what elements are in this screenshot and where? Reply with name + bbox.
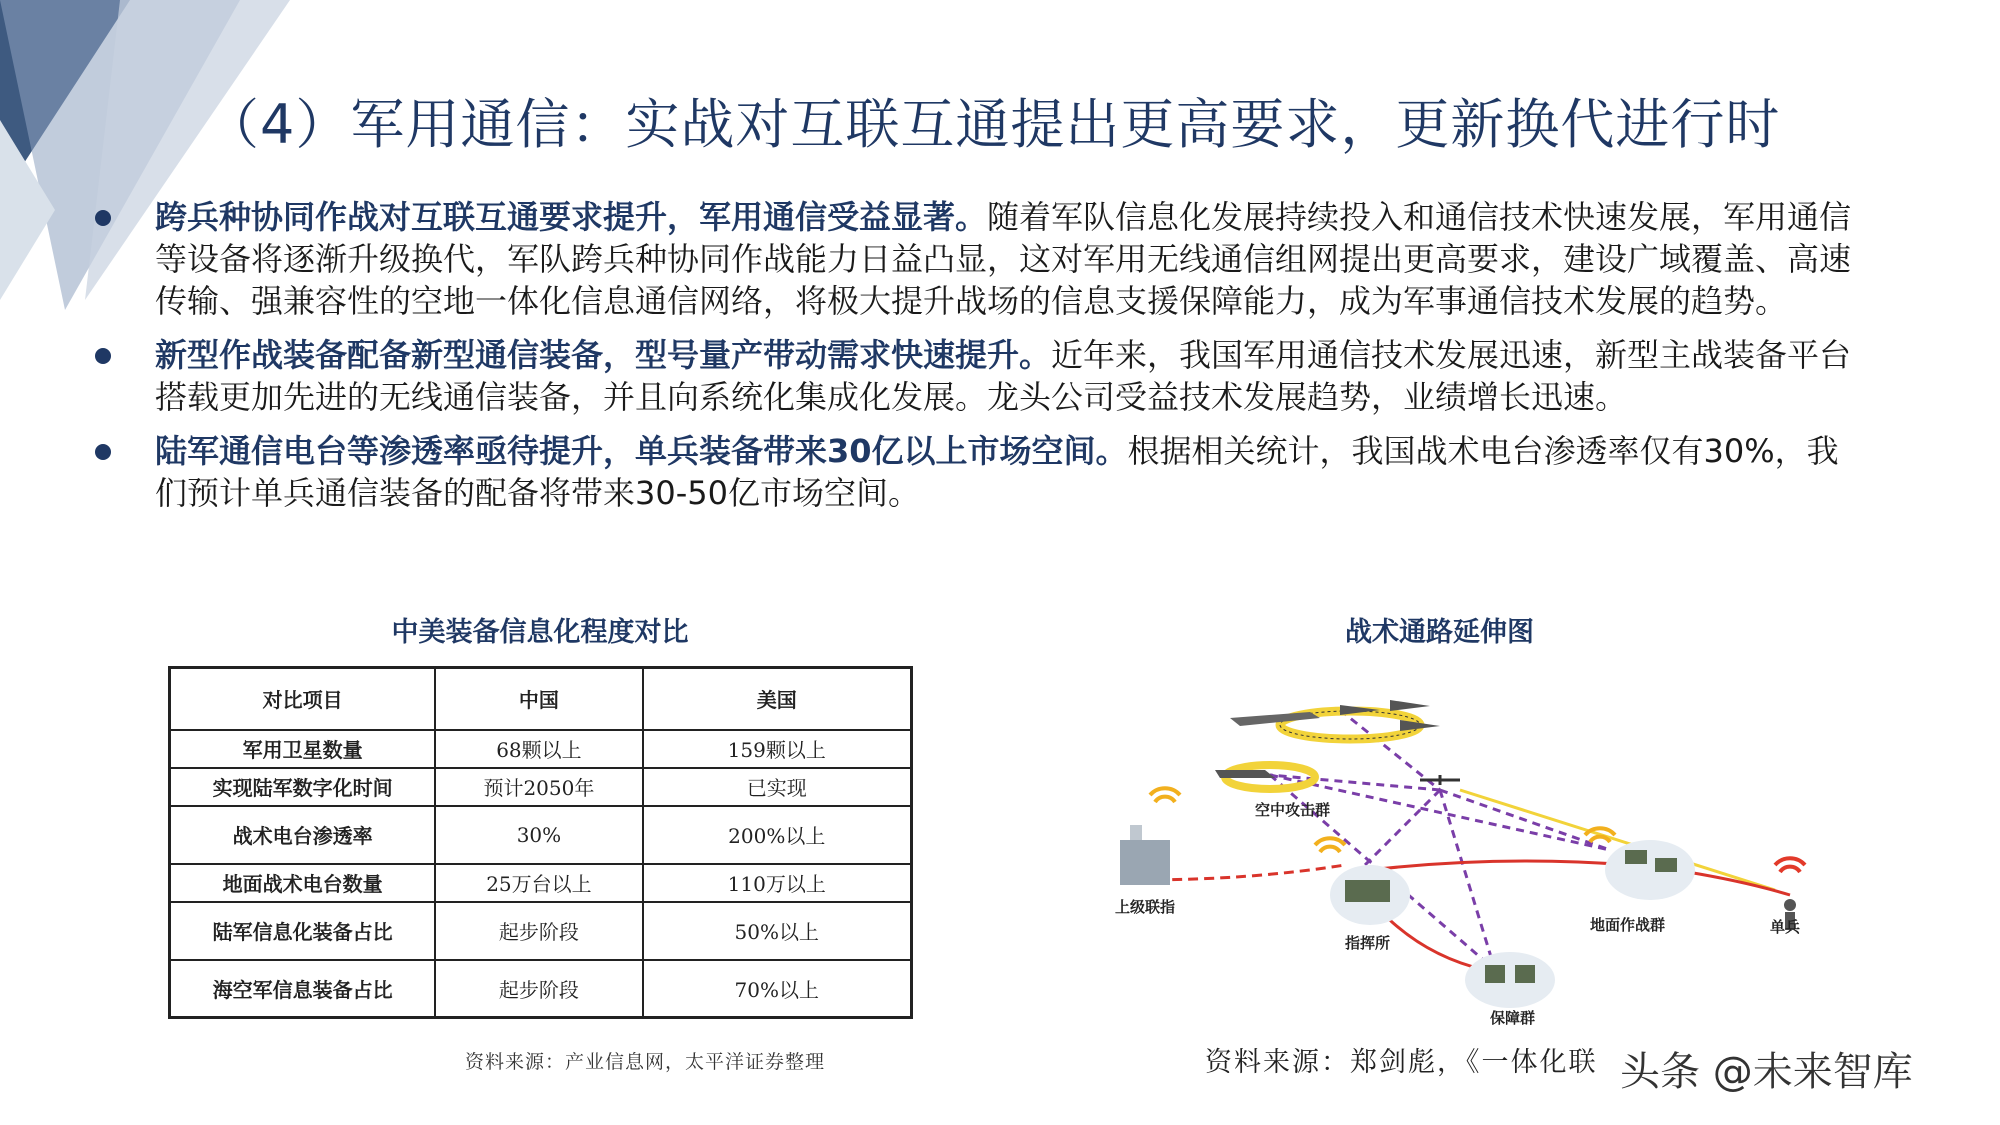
us-value: 50%以上 bbox=[643, 902, 912, 960]
page-title: （4）军用通信：实战对互联互通提出更高要求，更新换代进行时 bbox=[205, 93, 1781, 156]
china-value: 25万台以上 bbox=[435, 864, 642, 902]
comparison-table bbox=[168, 666, 913, 1019]
china-value: 起步阶段 bbox=[435, 960, 642, 1018]
diagram-source: 资料来源：郑剑彪，《一体化联 bbox=[1205, 1047, 1598, 1078]
purple-link bbox=[1440, 790, 1610, 850]
label-support: 保障群 bbox=[1490, 1009, 1536, 1027]
bullet-dot-icon bbox=[95, 444, 111, 460]
tactical-network-diagram bbox=[1100, 680, 1860, 1040]
china-value: 起步阶段 bbox=[435, 902, 642, 960]
bullet-body: 随着军队信息化发展持续投入和通信技术快速发展，军用通信等设备将逐渐升级换代，军队跨兵种协同作战能力日益凸显，这对军用无线通信组网提出更高要求，建设广域覆盖、高速传输、强兼容性的空地一体化信息通信网络，将极大提升战场的信息支援保障能力，成为军事通信技术发展的趋势。 bbox=[155, 198, 1852, 320]
table-header-row bbox=[170, 668, 912, 730]
purple-link bbox=[1440, 790, 1495, 970]
us-value: 110万以上 bbox=[643, 864, 912, 902]
label-soldier: 单兵 bbox=[1770, 918, 1801, 936]
diagram-title: 战术通路延伸图 bbox=[1345, 617, 1534, 648]
tank-icon bbox=[1655, 858, 1677, 872]
china-value: 30% bbox=[435, 806, 642, 864]
row-label: 战术电台渗透率 bbox=[170, 806, 436, 864]
row-label: 实现陆军数字化时间 bbox=[170, 768, 436, 806]
row-label: 军用卫星数量 bbox=[170, 730, 436, 768]
table-row bbox=[170, 864, 912, 902]
building-icon bbox=[1120, 840, 1170, 885]
wifi-icon bbox=[1775, 858, 1805, 872]
red-link-dashed bbox=[1140, 865, 1345, 880]
bullet-body: 近年来，我国军用通信技术发展迅速，新型主战装备平台搭载更加先进的无线通信装备，并且向系统化集成化发展。龙头公司受益技术发展趋势，业绩增长迅速。 bbox=[155, 336, 1852, 416]
wifi-icon bbox=[1150, 788, 1180, 802]
table-title: 中美装备信息化程度对比 bbox=[391, 617, 689, 648]
bullet-body: 根据相关统计，我国战术电台渗透率仅有30%，我们预计单兵通信装备的配备将带来30-50亿市场空间。 bbox=[155, 432, 1839, 512]
row-label: 海空军信息装备占比 bbox=[170, 960, 436, 1018]
bullet-item bbox=[95, 430, 1855, 514]
bullet-lead: 跨兵种协同作战对互联互通要求提升，军用通信受益显著。 bbox=[155, 198, 988, 236]
bullet-item bbox=[95, 196, 1855, 322]
support-vehicle-icon bbox=[1485, 965, 1505, 983]
label-command-post: 指挥所 bbox=[1345, 934, 1391, 952]
watermark: 头条 @未来智库 bbox=[1620, 1049, 1913, 1095]
bullet-item bbox=[95, 334, 1855, 418]
tank-icon bbox=[1625, 850, 1647, 864]
table-row bbox=[170, 730, 912, 768]
us-value: 159颗以上 bbox=[643, 730, 912, 768]
label-air-attack: 空中攻击群 bbox=[1255, 801, 1331, 819]
china-value: 68颗以上 bbox=[435, 730, 642, 768]
command-vehicle-icon bbox=[1345, 880, 1390, 902]
table-row bbox=[170, 768, 912, 806]
awacs-aircraft-icon bbox=[1230, 712, 1320, 726]
label-ground-group: 地面作战群 bbox=[1590, 916, 1666, 934]
purple-link bbox=[1360, 790, 1440, 870]
bullet-list bbox=[95, 196, 1855, 526]
purple-link bbox=[1340, 710, 1440, 790]
table-row bbox=[170, 960, 912, 1018]
wifi-icon bbox=[1585, 828, 1615, 842]
china-value: 预计2050年 bbox=[435, 768, 642, 806]
support-zone bbox=[1465, 952, 1555, 1008]
table-row bbox=[170, 806, 912, 864]
us-value: 70%以上 bbox=[643, 960, 912, 1018]
soldier-icon bbox=[1784, 899, 1796, 911]
us-value: 200%以上 bbox=[643, 806, 912, 864]
wifi-icon bbox=[1315, 838, 1345, 852]
helicopter-icon bbox=[1215, 770, 1275, 778]
label-upper-command: 上级联指 bbox=[1115, 898, 1176, 916]
bullet-dot-icon bbox=[95, 348, 111, 364]
us-value: 已实现 bbox=[643, 768, 912, 806]
bullet-lead: 陆军通信电台等渗透率亟待提升，单兵装备带来30亿以上市场空间。 bbox=[155, 432, 1128, 470]
bullet-dot-icon bbox=[95, 210, 111, 226]
drone-icon bbox=[1420, 775, 1460, 785]
header-cell: 美国 bbox=[643, 668, 912, 730]
table-source: 资料来源：产业信息网，太平洋证券整理 bbox=[465, 1051, 826, 1073]
red-link bbox=[1370, 861, 1630, 870]
support-vehicle-icon bbox=[1515, 965, 1535, 983]
ground-group-zone bbox=[1605, 840, 1695, 900]
table-row bbox=[170, 902, 912, 960]
row-label: 陆军信息化装备占比 bbox=[170, 902, 436, 960]
row-label: 地面战术电台数量 bbox=[170, 864, 436, 902]
bullet-lead: 新型作战装备配备新型通信装备，型号量产带动需求快速提升。 bbox=[155, 336, 1052, 374]
header-cell: 对比项目 bbox=[170, 668, 436, 730]
header-cell: 中国 bbox=[435, 668, 642, 730]
